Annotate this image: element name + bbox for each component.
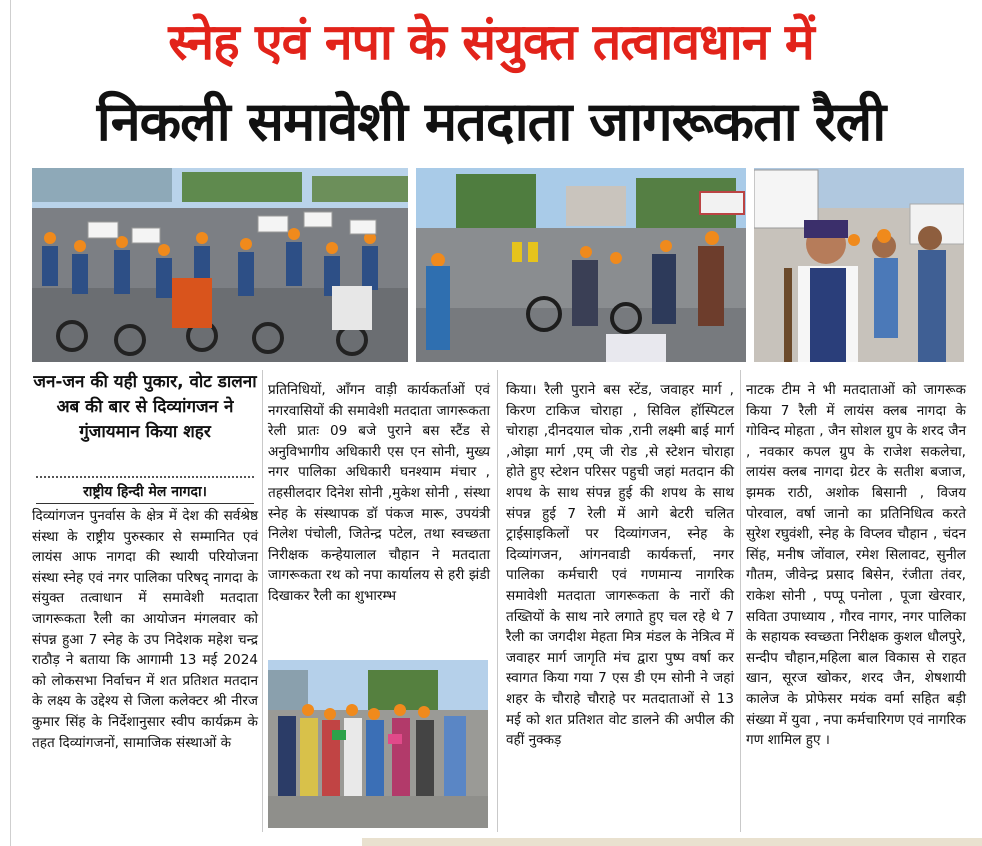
dotted-divider (36, 476, 254, 478)
rally-tricycles-photo (32, 168, 408, 362)
page-footer-strip (362, 838, 982, 846)
article-column-2 (268, 380, 490, 607)
headline-line-2: निकली समावेशी मतदाता जागरूकता रैली (96, 90, 886, 153)
article-paragraph: किया। रैली पुराने बस स्टेंड, जवाहर मार्ग , किरण टाकिज चोराहा , सिविल हॉस्पिटल चोराहा ,दीनदयाल चोक ,रानी लक्ष्मी बाई मार्ग ,ओझा मार्ग ,एम् जी रोड ,से स्टेशन चोराहा होते हुए स्टेशन परिसर पहुची जहां मतदान की शपथ के साथ संपन्न हुई की शपथ के साथ संपन्न हुई 7 रेली में आगे बेटरी चलित ट्राईसाइकिलों पर दिव्यांगजन, स्नेह के दिव्यांगजन, आंगनवाडी कार्यकर्त्ता, नगर पालिका कर्मचारी एवं गणमान्य नागरिक समावेशी मतदाता जागरूकता के नारों की तख्तियों के साथ नारे लगाते हुए चल रहे थे 7 रैली का जगदीश मेहता मित्र मंडल के नेत्रित्व में जवाहर मार्ग जागृति मंच द्वारा पुष्प वर्षा कर स्वागत किया गया 7 एस डी एम सोनी ने जहां शहर के चौराहे चौराहे पर मतदाताओं से 13 मई को शत प्रतिशत वोट डालने की अपील की वहीं नुक्कड़ (506, 382, 734, 749)
headline-line-1: स्नेह एवं नपा के संयुक्त तत्वावधान में (168, 13, 814, 71)
column-divider (740, 370, 741, 832)
article-paragraph: दिव्यांगजन पुनर्वास के क्षेत्र में देश की सर्वश्रेष्ठ संस्था के राष्ट्रीय पुरुस्कार से सम्मानित एवं लायंस आफ नागदा की स्थायी परियोजना संस्था स्नेह एवं नगर पालिका परिषद् नागदा के संयुक्त तत्वाधान में समावेशी मतदाता जागरूकता रैली का आयोजन मंगलवार को संपन्न हुआ 7 स्नेह के उप निदेशक महेश चन्द्र राठौड़ ने बताया कि आगामी 13 मई 2024 को लोकसभा निर्वाचन में शत प्रतिशत मतदान के लक्ष्य के उद्देश्य से जिला कलेक्टर श्री नीरज कुमार सिंह के निर्देशानुसार स्वीप कार्यक्रम के तहत दिव्यांगजनों, सामाजिक संस्थाओं के (32, 508, 258, 751)
byline-divider (36, 503, 254, 504)
article-column-1 (32, 506, 258, 753)
rally-girl-placard-photo (754, 168, 964, 362)
article-column-3 (506, 380, 734, 751)
column-divider (262, 370, 263, 832)
flag-off-group-photo (268, 660, 488, 828)
article-paragraph: नाटक टीम ने भी मतदाताओं को जागरूक किया 7 रैली में लायंस क्लब नागदा के गोविन्द मोहता , जैन सोशल ग्रुप के शरद जैन , नवकार कपल ग्रुप के राजेश सकलेचा, लायंस क्लब नागदा ग्रेटर के सतीश बजाज, झमक राठी, अशोक बिसानी , विजय पोरवाल, वर्षा जानो का प्रतिनिधित्व करते सुरेश रघुवंशी, स्नेह के विप्लव चौहान , चंदन सिंह, मनीष जोंवाल, रमेश सिलावट, सुनील गौतम, जीवेन्द्र प्रसाद बिसेन, रंजीता तंवर, राकेश सोनी , पप्पू पनोला , पूजा खेरवार, सविता उपाध्याय , गौरव नागर, नगर पालिका के सहायक स्वच्छता निरीक्षक कुशल धौलपुरे, सन्दीप चौहान,महिला बाल विकास से राहत खान, सूरज खोकर, शरद जैन, शेषशायी कालेज के प्रोफेसर मयंक वर्मा सहित बड़ी संख्या में युवा , नपा कर्मचारिगण एवं नागरिक गण शामिल हुए । (746, 382, 966, 749)
article-paragraph: प्रतिनिधियों, आँगन वाड़ी कार्यकर्ताओं एवं नगरवासियों की समावेशी मतदाता जागरूकता रेली प्रातः 09 बजे पुराने बस स्टैंड से अनुविभागीय अधिकारी एस एन सोनी, मुख्य नगर पालिका अधिकारी घनश्याम मंचार , तहसीलदार दिनेश सोनी ,मुकेश सोनी , संस्था स्नेह के संस्थापक डॉ पंकज मारू, उपयंत्री निलेश पंचोली, जितेन्द्र पटेल, तथा स्वच्छता निरीक्षक कन्हेयालाल चौहान ने मतदाता जागरूकता रथ को नपा कार्यालय से हरी झंडी दिखाकर रैली का शुभारम्भ (268, 382, 490, 604)
subheadline: जन-जन की यही पुकार, वोट डालना अब की बार से दिव्यांगजन ने गुंजायमान किया शहर (33, 372, 257, 442)
article-column-4 (746, 380, 966, 751)
byline: राष्ट्रीय हिन्दी मेल नागदा। (83, 484, 207, 500)
headline-block (0, 0, 982, 168)
column-divider (497, 370, 498, 832)
rally-crossroad-photo (416, 168, 746, 362)
